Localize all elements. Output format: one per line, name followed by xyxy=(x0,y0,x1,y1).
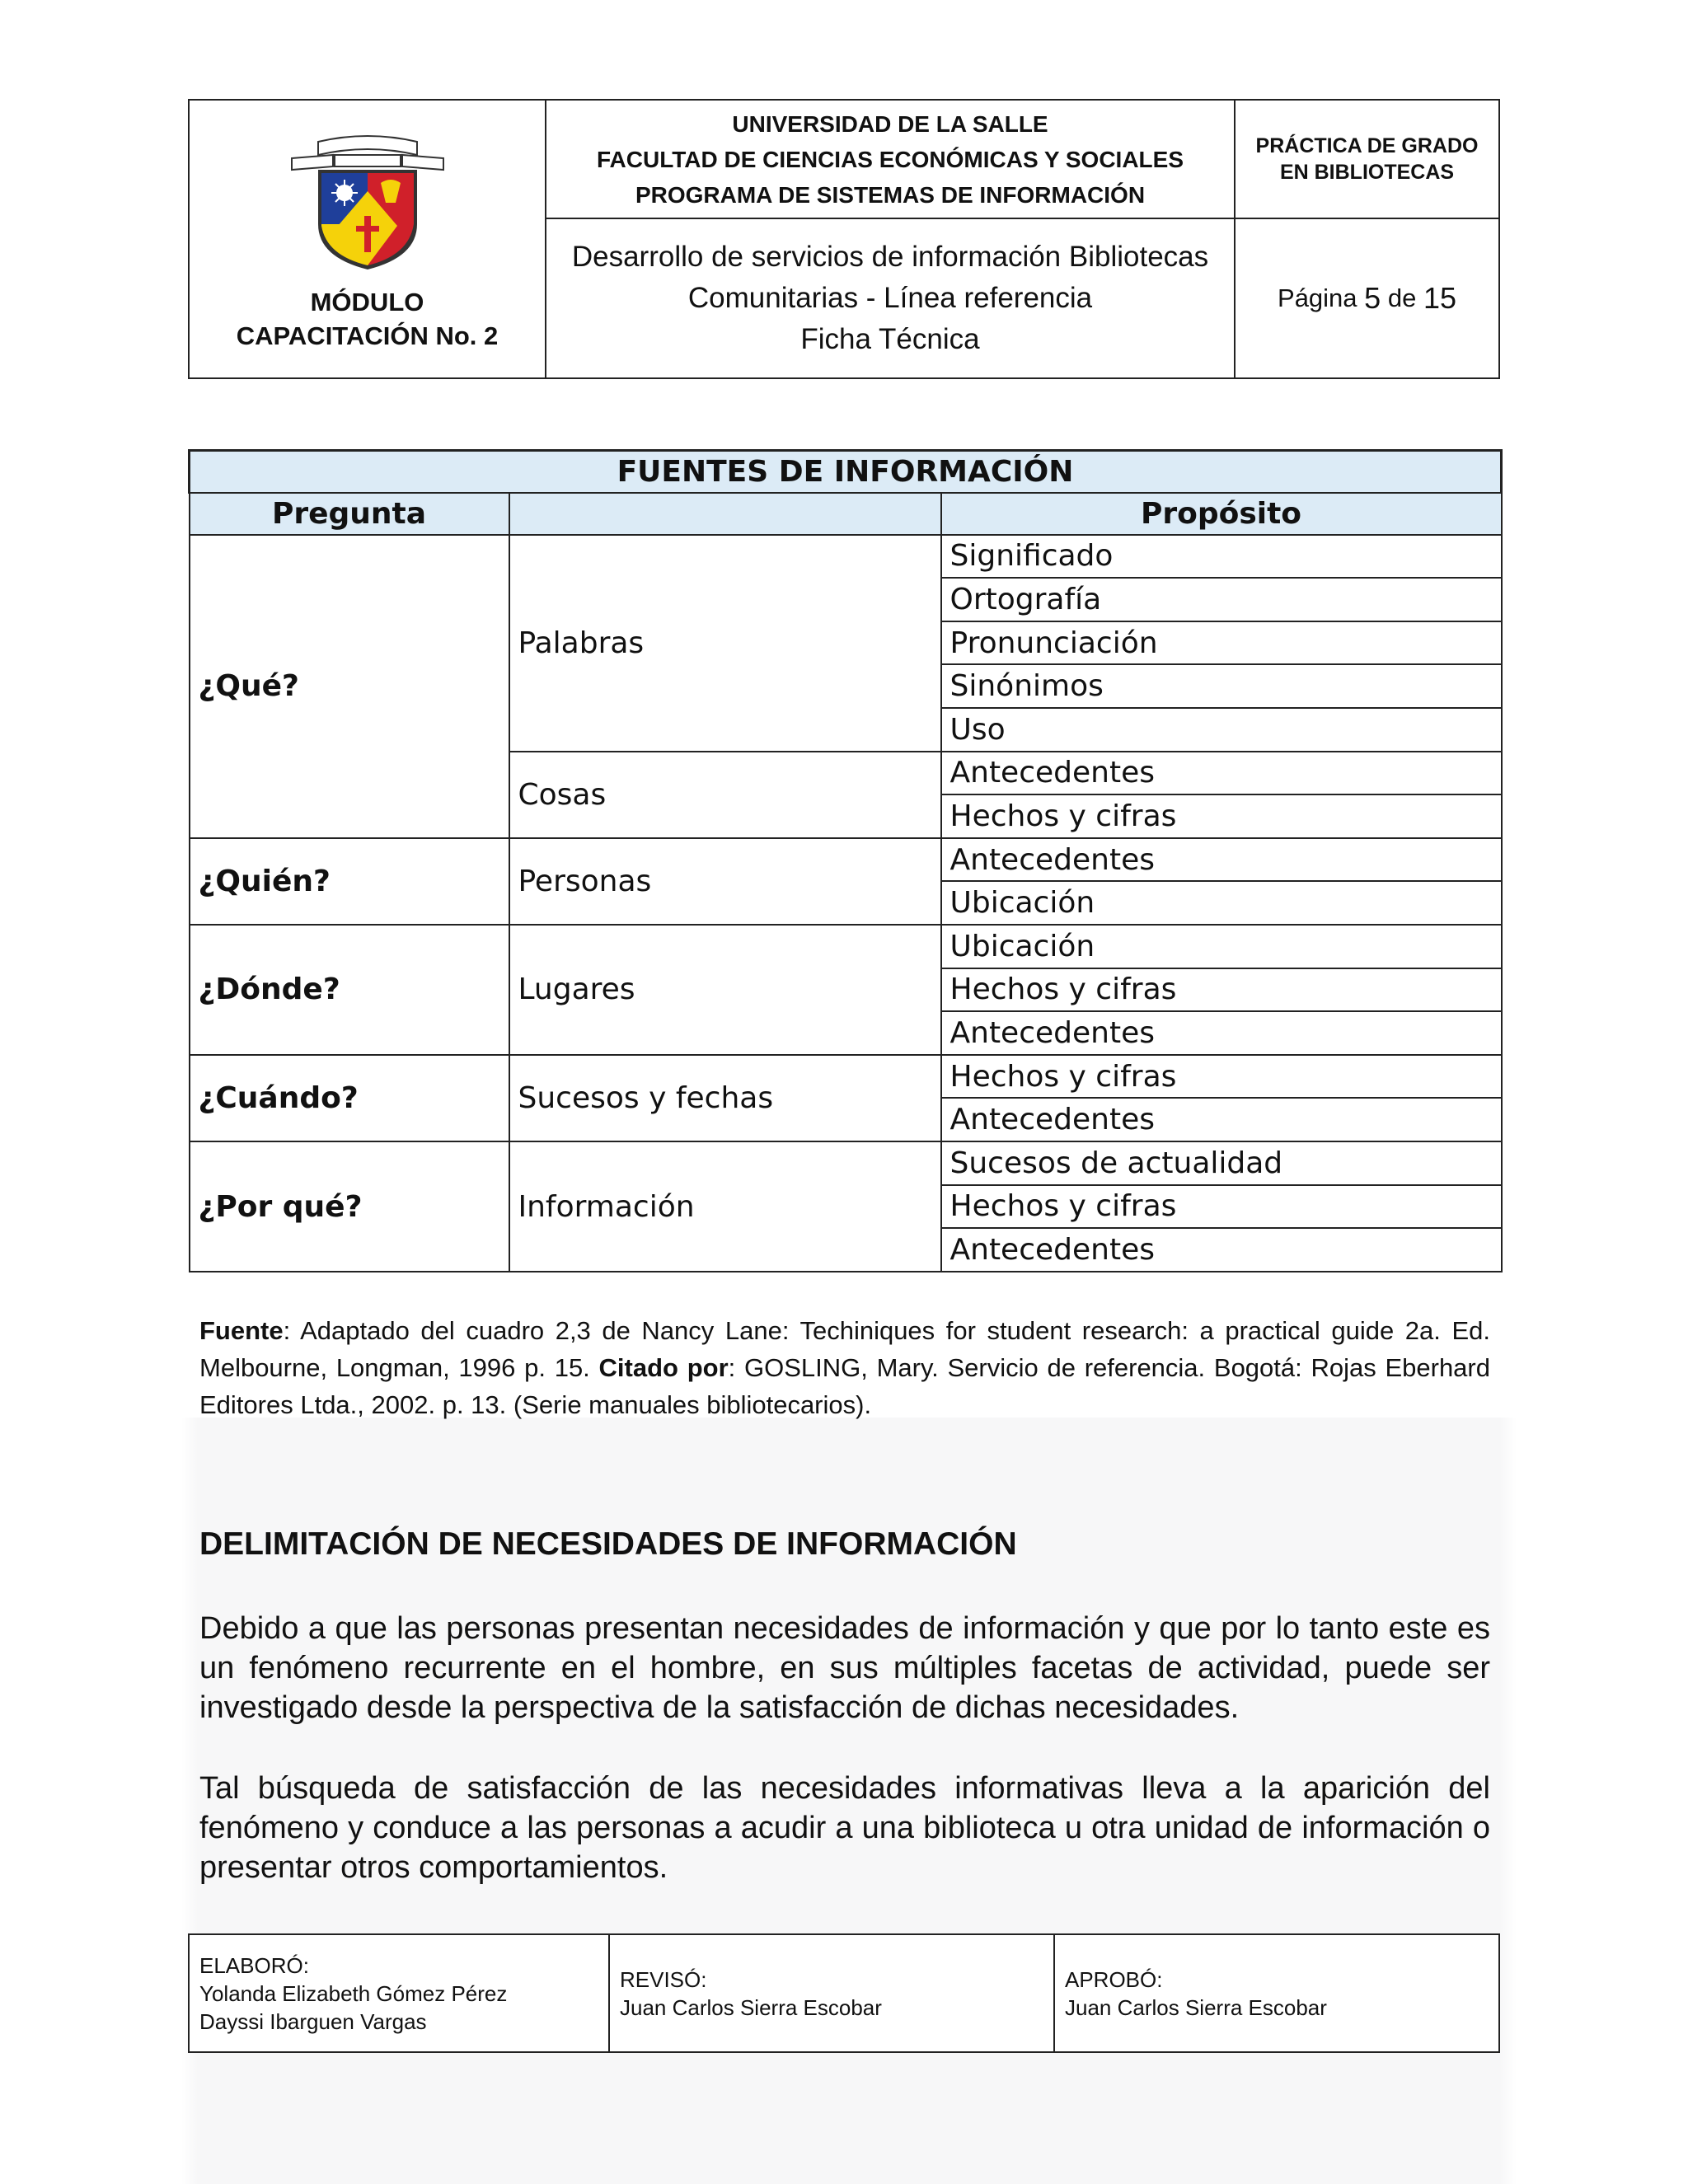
table-row xyxy=(190,925,1502,968)
question-cell: ¿Cuándo? xyxy=(190,1055,509,1141)
module-subtitle: CAPACITACIÓN No. 2 xyxy=(236,321,499,350)
purpose-cell: Sucesos de actualidad xyxy=(941,1141,1502,1185)
subject-line-2: Comunitarias - Línea referencia xyxy=(687,282,1093,314)
aprobo-name: Juan Carlos Sierra Escobar xyxy=(1065,1994,1327,2020)
purpose-cell: Antecedentes xyxy=(941,1098,1502,1141)
topic-cell: Sucesos y fechas xyxy=(509,1055,941,1141)
purpose-cell: Ubicación xyxy=(941,881,1502,925)
module-title: MÓDULO xyxy=(310,288,424,316)
document-footer xyxy=(188,1933,1500,2053)
table-row xyxy=(190,1055,1502,1099)
purpose-cell: Hechos y cifras xyxy=(941,1055,1502,1099)
elaboro-name: Dayssi Ibarguen Vargas xyxy=(199,2008,427,2034)
topic-cell: Lugares xyxy=(509,925,941,1055)
topic-cell: Cosas xyxy=(509,752,941,838)
footer-reviso-cell xyxy=(610,1935,1055,2051)
purpose-cell: Uso xyxy=(941,708,1502,752)
question-cell: ¿Por qué? xyxy=(190,1141,509,1272)
cited-by-label: Citado por xyxy=(598,1353,729,1382)
aprobo-label: APROBÓ: xyxy=(1065,1966,1163,1992)
purpose-cell: Ubicación xyxy=(941,925,1502,968)
purpose-cell: Antecedentes xyxy=(941,838,1502,882)
header-institution-cell xyxy=(546,101,1236,377)
purpose-cell: Antecedentes xyxy=(941,1228,1502,1272)
topic-cell: Personas xyxy=(509,838,941,925)
question-cell: ¿Dónde? xyxy=(190,925,509,1055)
column-header-proposito: Propósito xyxy=(941,493,1502,535)
information-sources-table xyxy=(188,449,1503,1272)
cited-by-text: : GOSLING, Mary. Servicio de referencia. Bogotá: Rojas Eberhard Editores Ltda., 2002. p. 13. (Serie manuales bibliotecarios). xyxy=(199,1353,1490,1419)
question-cell: ¿Qué? xyxy=(190,535,509,838)
purpose-cell: Pronunciación xyxy=(941,621,1502,665)
elaboro-label: ELABORÓ: xyxy=(199,1952,309,1978)
table-row xyxy=(190,1141,1502,1185)
topic-cell: Palabras xyxy=(509,535,941,752)
section-title: DELIMITACIÓN DE NECESIDADES DE INFORMACIÓN xyxy=(199,1526,1017,1562)
reviso-name: Juan Carlos Sierra Escobar xyxy=(620,1994,882,2020)
faculty-name: FACULTAD DE CIENCIAS ECONÓMICAS Y SOCIALES xyxy=(597,146,1184,172)
purpose-cell: Hechos y cifras xyxy=(941,794,1502,838)
subject-line-1: Desarrollo de servicios de información Bibliotecas xyxy=(571,241,1209,273)
page-indicator xyxy=(1236,219,1498,377)
practice-line-1: PRÁCTICA DE GRADO xyxy=(1255,134,1479,157)
source-text: : Adaptado del cuadro 2,3 de Nancy Lane: Techiniques for student research: a practical guide 2a. Ed. Melbourne, Longman, 1996 p. 15. xyxy=(199,1316,1490,1382)
practice-line-2: EN BIBLIOTECAS xyxy=(1279,161,1455,184)
document-header xyxy=(188,99,1500,379)
table-title: FUENTES DE INFORMACIÓN xyxy=(190,451,1502,493)
page-number: 5 xyxy=(1364,281,1381,315)
purpose-cell: Antecedentes xyxy=(941,1011,1502,1055)
header-practice-cell xyxy=(1236,101,1498,377)
reviso-label: REVISÓ: xyxy=(620,1966,707,1992)
university-name: UNIVERSIDAD DE LA SALLE xyxy=(732,110,1048,137)
purpose-cell: Sinónimos xyxy=(941,664,1502,708)
purpose-cell: Antecedentes xyxy=(941,752,1502,795)
column-header-pregunta: Pregunta xyxy=(190,493,509,535)
paragraph: Tal búsqueda de satisfacción de las necesidades informativas lleva a la aparición del fenómeno y conduce a las personas a acudir a una biblioteca u otra unidad de información o presentar otros comportamientos. xyxy=(199,1771,1490,1885)
purpose-cell: Hechos y cifras xyxy=(941,1185,1502,1229)
purpose-cell: Significado xyxy=(941,535,1502,579)
footer-aprobo-cell xyxy=(1055,1935,1498,2051)
subject-line-3: Ficha Técnica xyxy=(800,323,980,355)
purpose-cell: Ortografía xyxy=(941,578,1502,621)
page-label: Página xyxy=(1278,284,1357,312)
purpose-cell: Hechos y cifras xyxy=(941,968,1502,1012)
elaboro-name: Yolanda Elizabeth Gómez Pérez xyxy=(199,1980,508,2006)
question-cell: ¿Quién? xyxy=(190,838,509,925)
table-row xyxy=(190,535,1502,579)
paragraph: Debido a que las personas presentan necesidades de información y que por lo tanto este es un fenómeno recurrente en el hombre, en sus múltiples facetas de actividad, puede ser investigado desde la perspectiva de la satisfacción de dichas necesidades. xyxy=(199,1611,1490,1725)
topic-cell: Información xyxy=(509,1141,941,1272)
source-label: Fuente xyxy=(199,1316,284,1345)
page-total: 15 xyxy=(1423,281,1456,315)
program-name: PROGRAMA DE SISTEMAS DE INFORMACIÓN xyxy=(635,181,1146,208)
university-crest-icon xyxy=(285,134,450,274)
footer-elaboro-cell xyxy=(190,1935,610,2051)
source-note xyxy=(199,1312,1490,1423)
table-row xyxy=(190,838,1502,882)
column-header-blank xyxy=(509,493,941,535)
header-module-cell xyxy=(190,101,546,377)
page-of: de xyxy=(1387,284,1417,312)
